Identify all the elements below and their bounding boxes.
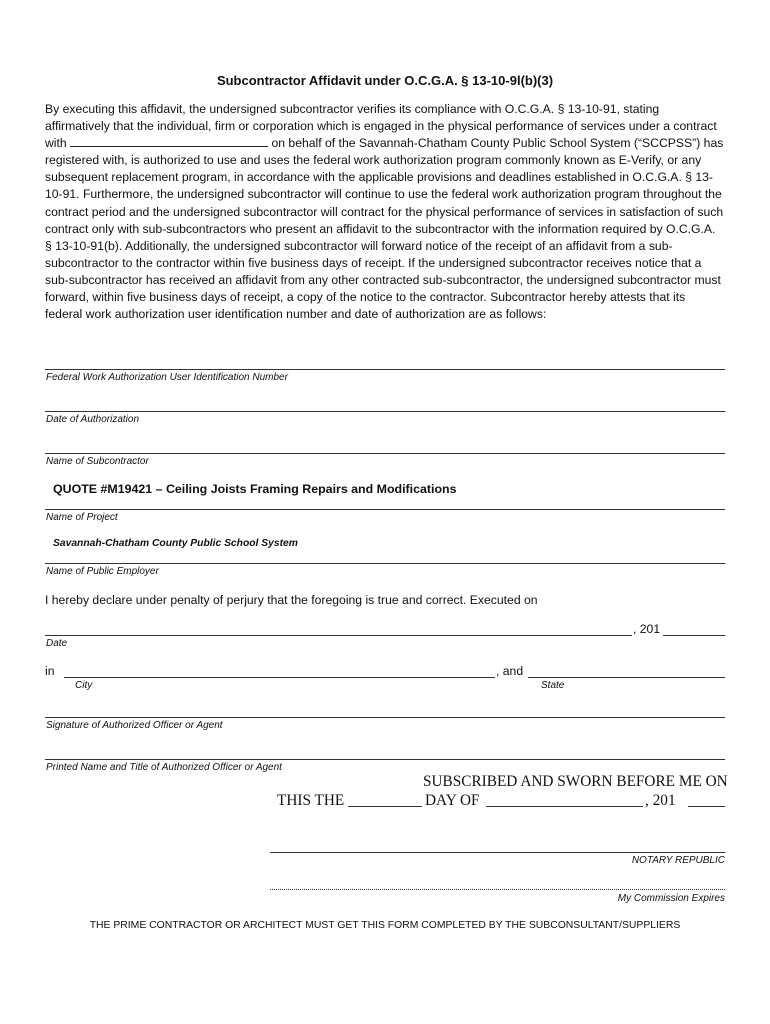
subcontractor-name-label: Name of Subcontractor [46, 456, 149, 467]
notary-month-line[interactable] [486, 806, 643, 807]
fwa-number-line[interactable] [45, 369, 725, 370]
notary-year-prefix: , 201 [645, 792, 676, 809]
document-title: Subcontractor Affidavit under O.C.G.A. § 13-10-9l(b)(3) [216, 73, 554, 88]
state-label: State [541, 680, 565, 691]
this-the-text: THIS THE [277, 792, 345, 809]
commission-expires-label: My Commission Expires [617, 893, 725, 904]
and-word: , and [496, 664, 524, 678]
notary-republic-label: NOTARY REPUBLIC [631, 855, 725, 866]
affidavit-paragraph [45, 101, 725, 323]
executed-date-line[interactable] [45, 635, 632, 636]
public-employer-label: Name of Public Employer [46, 566, 159, 577]
executed-year-line[interactable] [663, 635, 725, 636]
project-name-label: Name of Project [46, 512, 118, 523]
commission-expires-line[interactable] [270, 889, 725, 890]
city-line[interactable] [64, 677, 495, 678]
paragraph-part-2: on behalf of the Savannah-Chatham County Public School System (“SCCPSS”) has registered with, is authorized to use and uses the federal work authorization program commonly known as E-Verify, or any subsequent replacement program, in accordance with the applicable provisions and deadlines established in O.C.G.A. § 13-10-91. Furthermore, the undersigned subcontractor will continue to use the federal work authorization program throughout the contract period and the undersigned subcontractor will contract for the physical performance of services in satisfaction of such contract only with sub-subcontractors who present an affidavit to the subcontractor with the information required by O.C.G.A. § 13-10-91(b). Additionally, the undersigned subcontractor will forward notice of the receipt of an affidavit from a sub-subcontractor to the contractor within five business days of receipt. If the undersigned subcontractor receives notice that a sub-subcontractor has received an affidavit from any other contracted sub-subcontractor, the undersigned subcontractor must forward, within five business days of receipt, a copy of the notice to the contractor. Subcontractor hereby attests that its federal work authorization user identification number and date of authorization are as follows: [45, 136, 724, 322]
public-employer-line[interactable] [45, 563, 725, 564]
city-label: City [75, 680, 93, 691]
subcontractor-name-line[interactable] [45, 453, 725, 454]
notary-signature-line[interactable] [270, 852, 725, 853]
fwa-number-label: Federal Work Authorization User Identification Number [46, 372, 288, 383]
executed-date-label: Date [46, 638, 68, 649]
subscribed-sworn-text: SUBSCRIBED AND SWORN BEFORE ME ON [423, 773, 728, 790]
perjury-declaration: I hereby declare under penalty of perjury that the foregoing is true and correct. Executed on [45, 593, 538, 607]
contractor-name-field[interactable] [70, 135, 268, 147]
in-word: in [45, 664, 55, 678]
signature-label: Signature of Authorized Officer or Agent [46, 720, 223, 731]
signature-line[interactable] [45, 717, 725, 718]
date-of-authorization-line[interactable] [45, 411, 725, 412]
notary-year-line[interactable] [688, 806, 725, 807]
state-line[interactable] [528, 677, 725, 678]
executed-year-prefix: , 201 [633, 622, 661, 636]
date-of-authorization-label: Date of Authorization [46, 414, 140, 425]
printed-name-label: Printed Name and Title of Authorized Officer or Agent [46, 762, 282, 773]
notary-day-line[interactable] [348, 806, 422, 807]
paragraph-part-1: By executing this affidavit, the undersigned subcontractor verifies its compliance with O.C.G.A. § 13-10-91, stating affirmatively that the individual, firm or corporation which is engaged in the physical performance of services under a contract with [45, 102, 717, 151]
public-employer-value: Savannah-Chatham County Public School System [53, 538, 298, 549]
project-name-line[interactable] [45, 509, 725, 510]
printed-name-line[interactable] [45, 759, 725, 760]
project-name-value: QUOTE #M19421 – Ceiling Joists Framing Repairs and Modifications [53, 482, 457, 496]
footer-instruction: THE PRIME CONTRACTOR OR ARCHITECT MUST GET THIS FORM COMPLETED BY THE SUBCONSULTANT/SUPPLIERS [89, 920, 681, 931]
day-of-text: DAY OF [425, 792, 480, 809]
